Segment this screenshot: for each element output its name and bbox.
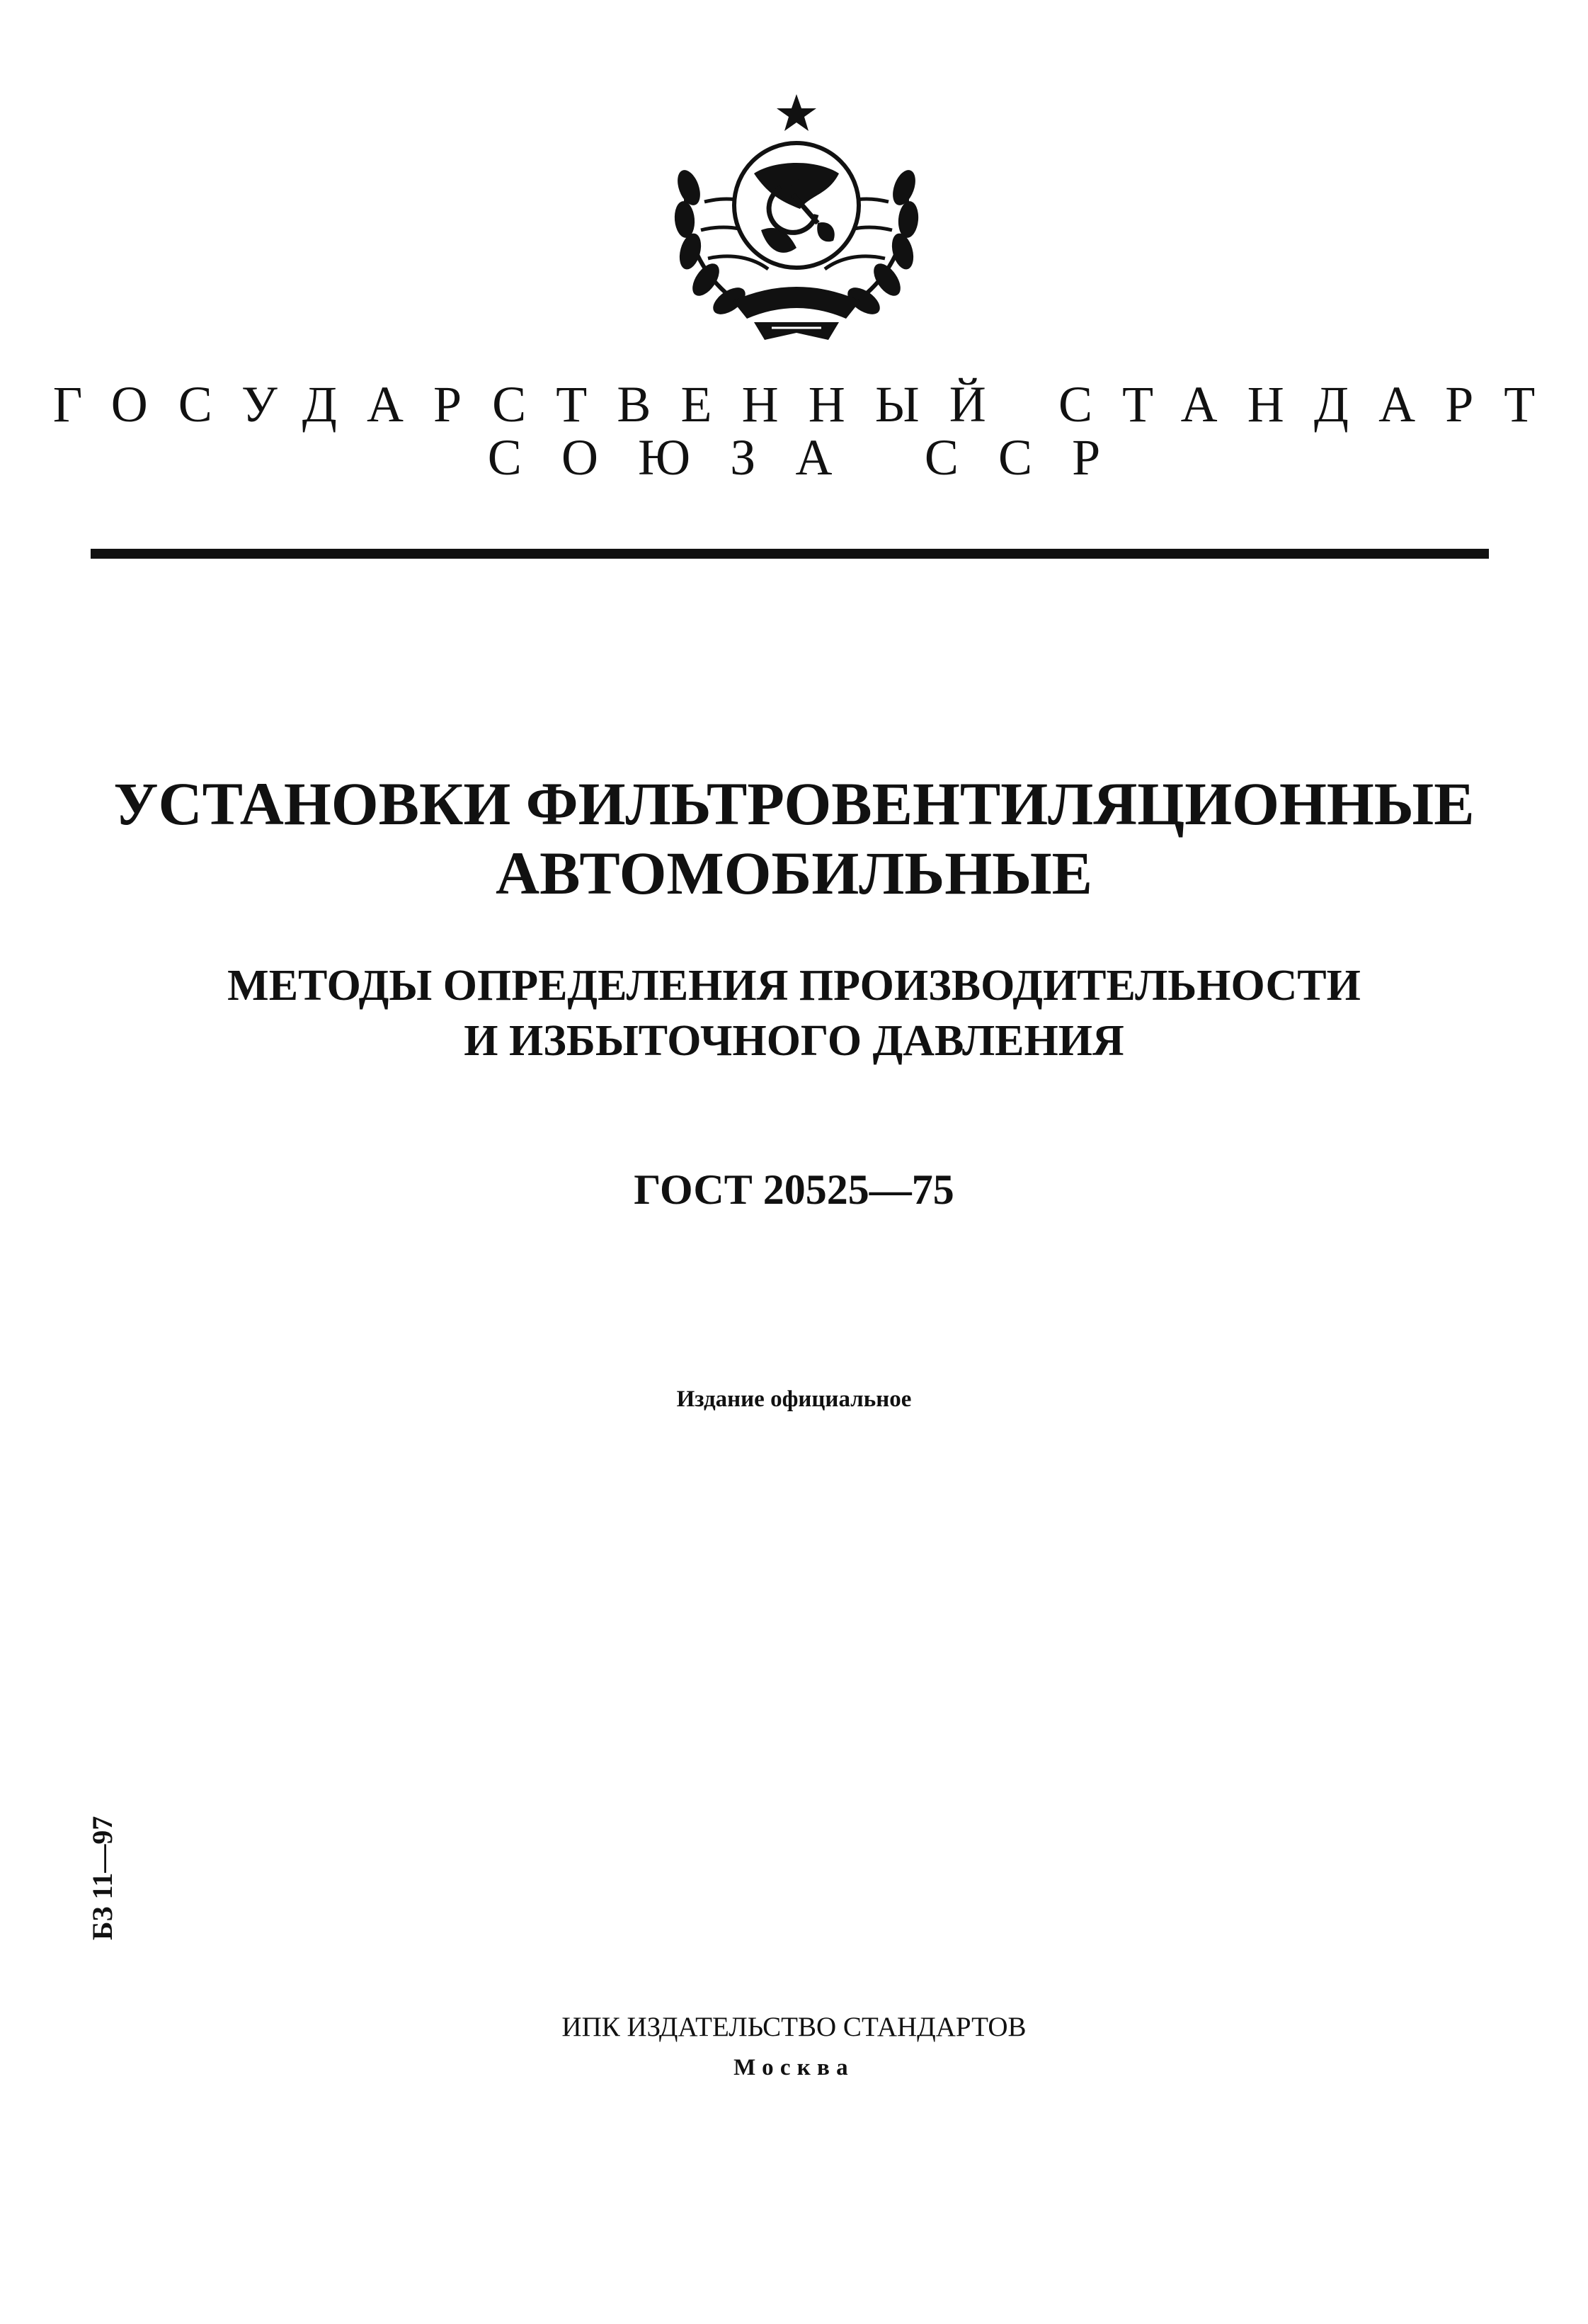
standard-designation: ГОСТ 20525—75 bbox=[634, 1166, 954, 1213]
document-subtitle-line-1: МЕТОДЫ ОПРЕДЕЛЕНИЯ ПРОИЗВОДИТЕЛЬНОСТИ bbox=[227, 962, 1361, 1010]
publisher-city: Москва bbox=[733, 2055, 855, 2080]
ussr-state-emblem-icon bbox=[648, 89, 945, 358]
document-subtitle-line-2: И ИЗБЫТОЧНОГО ДАВЛЕНИЯ bbox=[464, 1017, 1124, 1065]
side-catalog-code: БЗ 11—97 bbox=[86, 1816, 118, 1940]
header-title-line-2: СОЮЗА ССР bbox=[487, 429, 1141, 486]
edition-label: Издание официальное bbox=[676, 1386, 912, 1412]
publisher-name: ИПК ИЗДАТЕЛЬСТВО СТАНДАРТОВ bbox=[561, 2012, 1027, 2042]
header-title-line-1: ГОСУДАРСТВЕННЫЙ СТАНДАРТ bbox=[52, 376, 1565, 433]
document-title-line-1: УСТАНОВКИ ФИЛЬТРОВЕНТИЛЯЦИОННЫЕ bbox=[113, 770, 1475, 838]
header-divider bbox=[91, 549, 1489, 559]
document-title-line-2: АВТОМОБИЛЬНЫЕ bbox=[496, 839, 1092, 907]
